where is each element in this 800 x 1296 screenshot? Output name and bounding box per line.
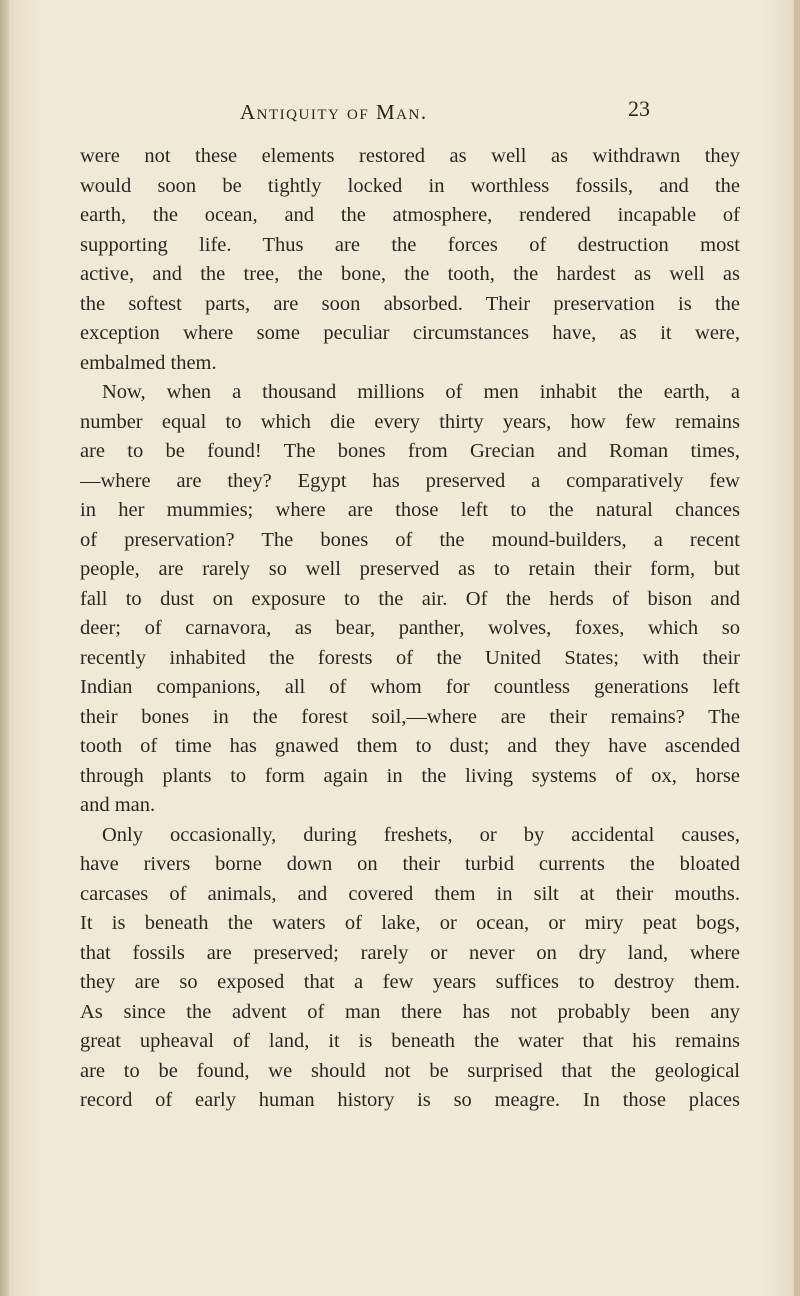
text-line: fall to dust on exposure to the air. Of the herds of bison and bbox=[80, 587, 740, 610]
text-line: and man. bbox=[80, 794, 156, 816]
text-line: record of early human history is so meagre. In those places bbox=[80, 1089, 740, 1111]
text-line: in her mummies; where are those left to the natural chances bbox=[80, 499, 740, 521]
text-line: carcases of animals, and covered them in silt at their mouths. bbox=[80, 882, 740, 905]
text-line: that fossils are preserved; rarely or never on dry land, where bbox=[80, 941, 740, 964]
body-text bbox=[80, 142, 740, 1116]
text-line: supporting life. Thus are the forces of destruction most bbox=[80, 233, 740, 256]
text-line: were not these elements restored as well as withdrawn they bbox=[80, 145, 740, 167]
text-line: people, are rarely so well preserved as to retain their form, but bbox=[80, 558, 740, 580]
text-line: Now, when a thousand millions of men inhabit the earth, a bbox=[102, 381, 740, 403]
text-line: great upheaval of land, it is beneath the water that his remains bbox=[80, 1030, 740, 1052]
text-line: of preservation? The bones of the mound-builders, a recent bbox=[80, 528, 740, 551]
text-line: tooth of time has gnawed them to dust; and they have ascended bbox=[80, 735, 740, 757]
text-line: number equal to which die every thirty years, how few remains bbox=[80, 410, 740, 433]
text-line: through plants to form again in the living systems of ox, horse bbox=[80, 764, 740, 787]
page-gutter-left bbox=[0, 0, 9, 1296]
text-line: Only occasionally, during freshets, or by accidental causes, bbox=[102, 823, 740, 846]
text-line: are to be found, we should not be surprised that the geological bbox=[80, 1059, 740, 1082]
text-line: they are so exposed that a few years suffices to destroy them. bbox=[80, 971, 740, 993]
text-line: have rivers borne down on their turbid currents the bloated bbox=[80, 853, 740, 875]
text-line: exception where some peculiar circumstances have, as it were, bbox=[80, 322, 740, 344]
text-line: recently inhabited the forests of the United States; with their bbox=[80, 646, 740, 669]
text-line: —where are they? Egypt has preserved a comparatively few bbox=[80, 469, 740, 492]
text-line: It is beneath the waters of lake, or ocean, or miry peat bogs, bbox=[80, 912, 740, 934]
text-line: earth, the ocean, and the atmosphere, rendered incapable of bbox=[80, 204, 740, 226]
text-line: active, and the tree, the bone, the tooth, the hardest as well as bbox=[80, 263, 740, 285]
text-line: are to be found! The bones from Grecian and Roman times, bbox=[80, 440, 740, 462]
text-line: their bones in the forest soil,—where are their remains? The bbox=[80, 705, 740, 728]
running-head: Antiquity of Man. bbox=[240, 100, 428, 124]
text-line: embalmed them. bbox=[80, 351, 217, 374]
text-line: As since the advent of man there has not probably been any bbox=[80, 1000, 740, 1023]
page-edge-right bbox=[794, 0, 800, 1296]
text-line: would soon be tightly locked in worthless fossils, and the bbox=[80, 174, 740, 197]
text-line: Indian companions, all of whom for countless generations left bbox=[80, 676, 740, 698]
text-line: the softest parts, are soon absorbed. Their preservation is the bbox=[80, 292, 740, 315]
page-number: 23 bbox=[628, 96, 650, 121]
text-line: deer; of carnavora, as bear, panther, wolves, foxes, which so bbox=[80, 617, 740, 639]
